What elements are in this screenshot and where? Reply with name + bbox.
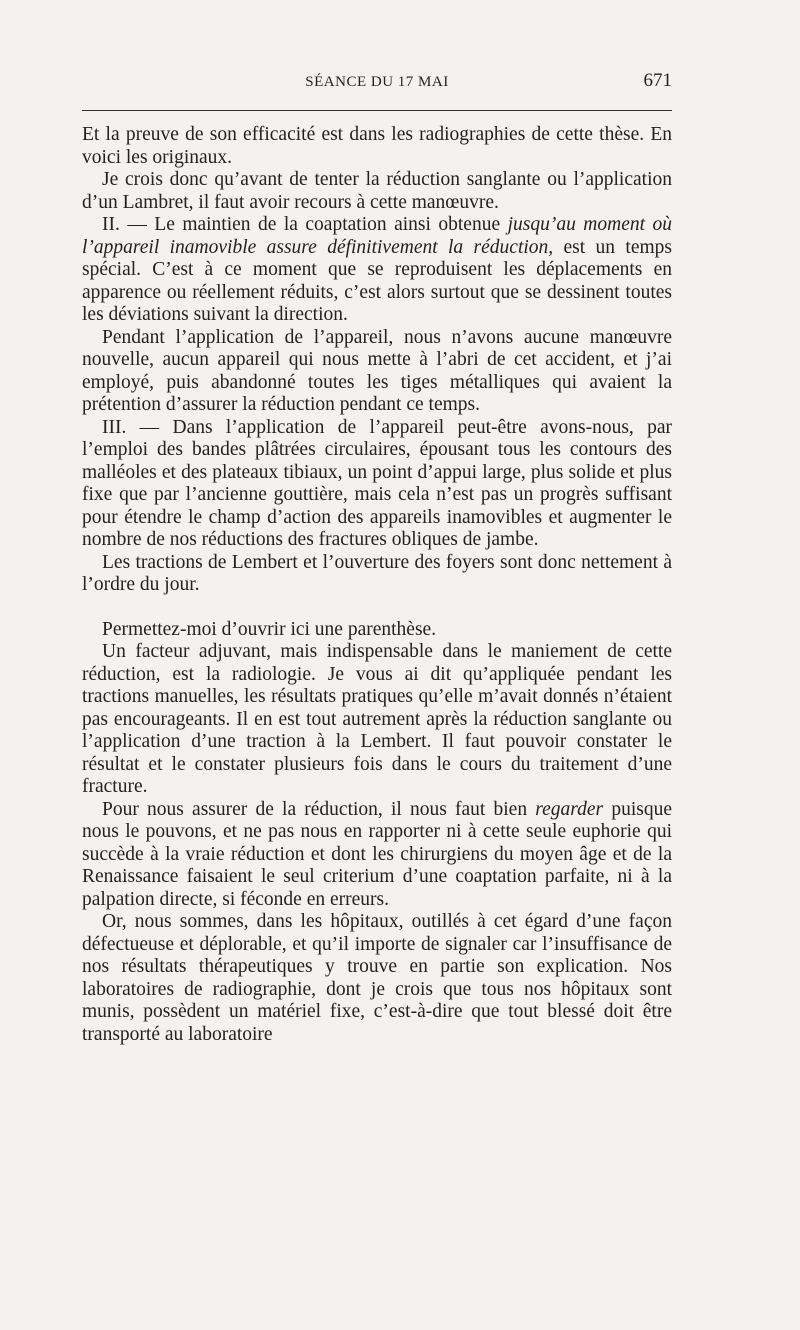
- paragraph-3-rest: est un temps spécial. C’est à ce moment que se reproduisent les déplacements en apparence ou réellement réduits, c’est alors surtout que se dessinent toutes les déviations suivant la direction.: [82, 236, 672, 325]
- paragraph-3-lead: II. — Le maintien de la coaptation ainsi obtenue: [102, 214, 508, 235]
- paragraph-5: III. — Dans l’application de l’appareil peut-être avons-nous, par l’emploi des bandes plâtrées circulaires, épousant tous les contours des malléoles et des plateaux tibiaux, un point d’appui large, plus solide et plus fixe que par l’ancienne gouttière, mais cela n’est pas un progrès suffisant pour étendre le champ d’action des appareils inamovibles et augmenter le nombre de nos réductions des fractures obliques de jambe.: [82, 416, 672, 550]
- paragraph-6: Les tractions de Lembert et l’ouverture des foyers sont donc nettement à l’ordre du jour.: [82, 551, 672, 595]
- header-rule: [82, 110, 672, 111]
- paragraph-2: Je crois donc qu’avant de tenter la réduction sanglante ou l’application d’un Lambret, il faut avoir recours à cette manœuvre.: [82, 169, 672, 213]
- paragraph-3: [82, 214, 672, 327]
- paragraph-1: Et la preuve de son efficacité est dans les radiographies de cette thèse. En voici les originaux.: [82, 124, 672, 168]
- paragraph-9: [82, 799, 672, 912]
- page-header: [82, 70, 672, 96]
- paragraph-9-lead: Pour nous assurer de la réduction, il nous faut bien: [102, 798, 536, 820]
- paragraph-10: Or, nous sommes, dans les hôpitaux, outillés à cet égard d’une façon défectueuse et déplorable, et qu’il importe de signaler car l’insuffisance de nos résultats thérapeutiques y trouve en partie son explication. Nos laboratoires de radiographie, dont je crois que tous nos hôpitaux sont munis, possèdent un matériel fixe, c’est-à-dire que tout blessé doit être transporté au laboratoire: [82, 911, 672, 1045]
- paragraph-3-italic: jusqu’au moment où l’appareil inamovible assure définitivement la réduction,: [82, 214, 672, 258]
- paragraph-4: Pendant l’application de l’appareil, nous n’avons aucune manœuvre nouvelle, aucun appareil qui nous mette à l’abri de cet accident, et j’ai employé, puis abandonné toutes les tiges métalliques qui avaient la prétention d’assurer la réduction pendant ce temps.: [82, 326, 672, 415]
- paragraph-9-italic: regarder: [535, 798, 604, 820]
- paragraph-7: Permettez-moi d’ouvrir ici une parenthèse.: [102, 618, 437, 640]
- section-gap: [82, 597, 672, 619]
- page-number: 671: [643, 70, 672, 91]
- paragraph-8: Un facteur adjuvant, mais indispensable dans le maniement de cette réduction, est la radiologie. Je vous ai dit qu’appliquée pendant les tractions manuelles, les résultats pratiques qu’elle m’avait donnés n’étaient pas encourageants. Il en est tout autrement après la réduction sanglante ou l’application d’une traction à la Lembert. Il faut pouvoir constater le résultat et le constater plusieurs fois dans le cours du traitement d’une fracture.: [82, 641, 672, 797]
- body-text: [82, 124, 672, 1046]
- running-head: SÉANCE DU 17 MAI: [305, 74, 449, 90]
- paragraph-9-rest: puisque nous le pouvons, et ne pas nous en rapporter ni à cette seule euphorie qui succède à la vraie réduction et dont les chirurgiens du moyen âge et de la Renaissance faisaient le seul criterium d’une coaptation parfaite, ni à la palpation directe, si féconde en erreurs.: [82, 798, 672, 910]
